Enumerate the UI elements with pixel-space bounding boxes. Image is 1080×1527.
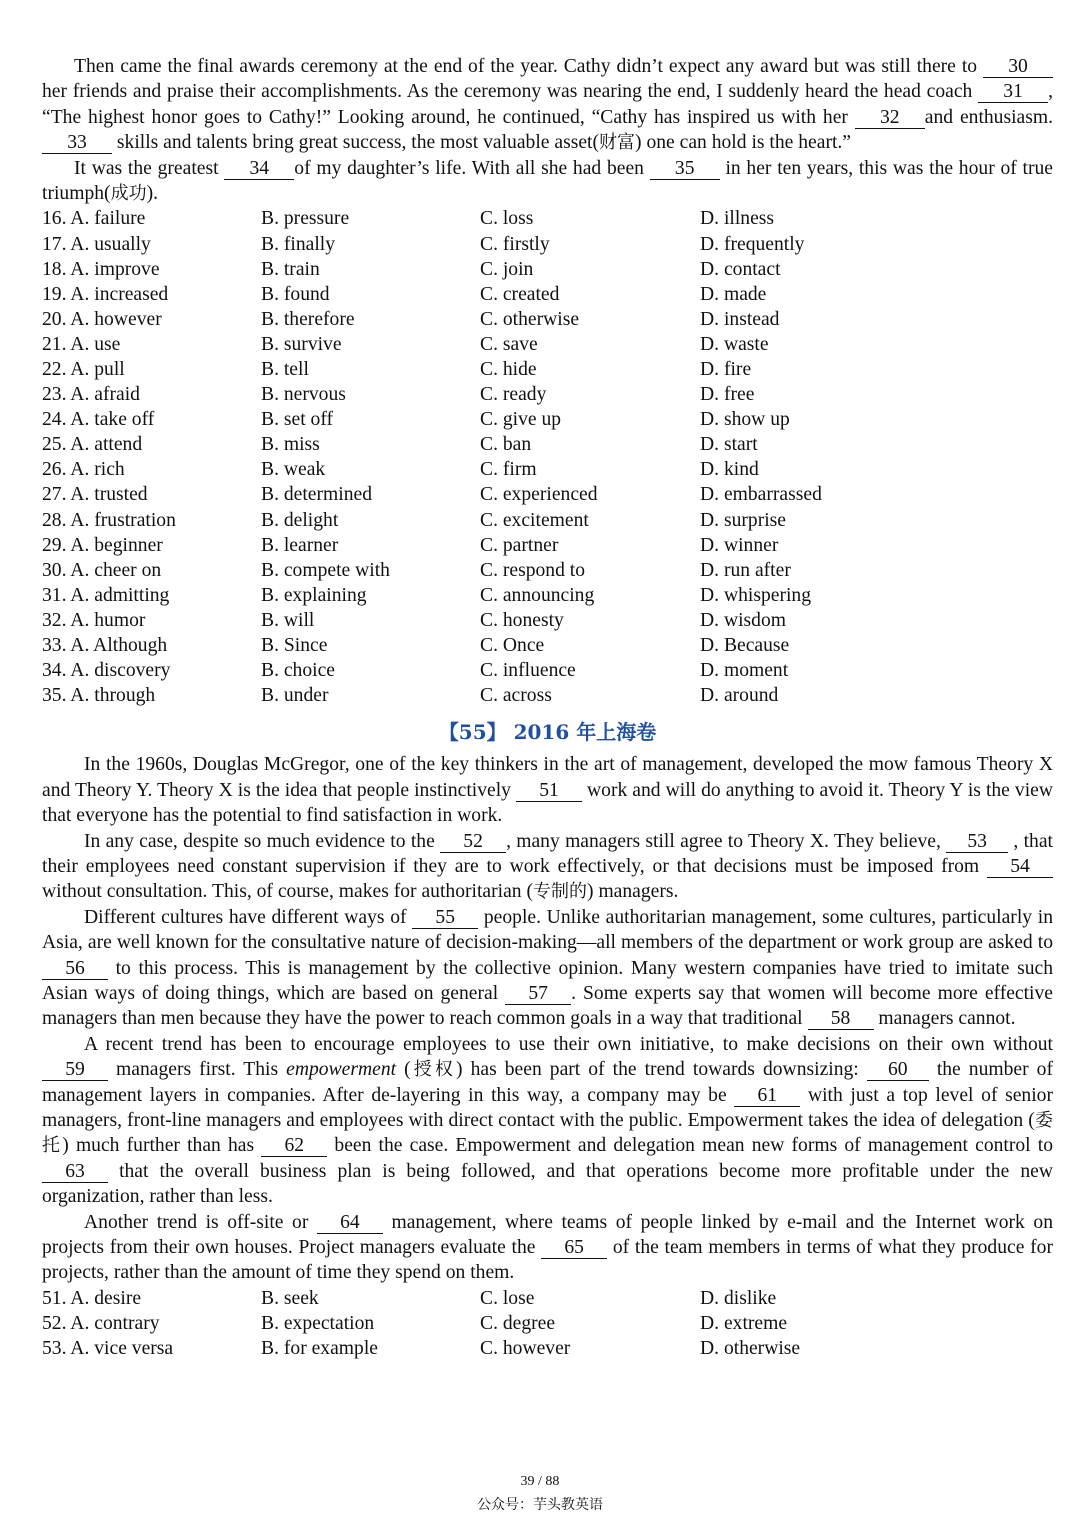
passage1-paragraph-2: It was the greatest 34 of my daughter’s life. With all she had been 35 in her ten years, this was the hour of true triumph(成功). (42, 157, 1053, 205)
blank-52: 52 (440, 831, 506, 853)
option-row: 16. A. failure B. pressure C. loss D. illness (42, 208, 775, 230)
option-row: 25. A. attend B. miss C. ban D. start (42, 434, 758, 456)
passage2-paragraph-2: In any case, despite so much evidence to the 52 , many managers still agree to Theory X. They believe, 53 , that their employees need constant supervision if they are to work effectively, or that decisions must be imposed from 54 without consultation. This, of course, makes for authoritarian (专制的) managers. (42, 830, 1053, 903)
passage2-paragraph-4: A recent trend has been to encourage employees to use their own initiative, to make decisions on their own without 59 managers first. This empowerment (授权) has been part of the trend towards downsizing: 60 the number of management layers in companies. After de-layering in this way, a company may be 61 with just a top level of senior managers, front-line managers and employees with direct contact with the public. Empowerment takes the idea of delegation (委托) much further than has 62 been the case. Empowerment and delegation mean new forms of management control to 63 that the overall business plan is being followed, and that operations become more profitable under the new organization, rather than less. (42, 1033, 1054, 1208)
blank-53: 53 (946, 831, 1008, 853)
options-list-16-35 (42, 206, 1053, 708)
blank-64: 64 (317, 1212, 383, 1234)
option-row: 31. A. admitting B. explaining C. announcing D. whispering (42, 584, 812, 606)
option-row: 21. A. use B. survive C. save D. waste (42, 333, 769, 355)
blank-30: 30 (983, 56, 1053, 78)
option-row: 52. A. contrary B. expectation C. degree D. extreme (42, 1312, 788, 1334)
page-number: 39 / 88 (520, 1474, 560, 1489)
blank-54: 54 (987, 856, 1053, 878)
passage2-paragraph-5: Another trend is off-site or 64 management, where teams of people linked by e-mail and the Internet work on projects from their own houses. Project managers evaluate the 65 of the team members in terms of what they produce for projects, rather than the amount of time they spend on them. (42, 1211, 1053, 1284)
option-row: 20. A. however B. therefore C. otherwise D. instead (42, 308, 780, 330)
option-row: 29. A. beginner B. learner C. partner D. winner (42, 534, 779, 556)
option-row: 23. A. afraid B. nervous C. ready D. free (42, 384, 755, 406)
blank-62: 62 (261, 1135, 327, 1157)
option-row: 17. A. usually B. finally C. firstly D. frequently (42, 233, 805, 255)
blank-51: 51 (516, 780, 582, 802)
option-row: 26. A. rich B. weak C. firm D. kind (42, 459, 759, 481)
option-row: 18. A. improve B. train C. join D. contact (42, 258, 781, 280)
option-row: 33. A. Although B. Since C. Once D. Because (42, 635, 790, 657)
blank-63: 63 (42, 1161, 108, 1183)
options-list-51-53 (42, 1286, 1053, 1361)
option-row: 30. A. cheer on B. compete with C. respond to D. run after (42, 559, 791, 581)
blank-56: 56 (42, 958, 108, 980)
passage1-paragraph-1: Then came the final awards ceremony at the end of the year. Cathy didn’t expect any award but was still there to 30 her friends and praise their accomplishments. As the ceremony was nearing the end, I suddenly heard the head coach 31 , “The highest honor goes to Cathy!” Looking around, he continued, “Cathy has inspired us with her 32 and enthusiasm. 33 skills and talents bring great success, the most valuable asset(财富) one can hold is the heart.” (42, 56, 1054, 154)
option-row: 27. A. trusted B. determined C. experienced D. embarrassed (42, 484, 822, 506)
blank-35: 35 (650, 158, 720, 180)
blank-55: 55 (412, 907, 478, 929)
blank-58: 58 (808, 1008, 874, 1030)
passage2-paragraph-3: Different cultures have different ways of 55 people. Unlike authoritarian management, some cultures, particularly in Asia, are well known for the consultative nature of decision-making—all members of the department or work group are asked to 56 to this process. This is management by the collective opinion. Many western companies have tried to imitate such Asian ways of doing things, which are based on general 57 . Some experts say that women will become more effective managers than men because they have the power to reach common goals in a way that traditional 58 managers cannot. (42, 906, 1053, 1030)
blank-61: 61 (734, 1085, 800, 1107)
option-row: 53. A. vice versa B. for example C. however D. otherwise (42, 1338, 801, 1360)
option-row: 32. A. humor B. will C. honesty D. wisdom (42, 609, 787, 631)
option-row: 34. A. discovery B. choice C. influence D. moment (42, 660, 789, 682)
option-row: 35. A. through B. under C. across D. around (42, 685, 779, 707)
blank-59: 59 (42, 1059, 108, 1081)
option-row: 22. A. pull B. tell C. hide D. fire (42, 359, 752, 380)
blank-34: 34 (224, 158, 294, 180)
section-title: 【55】 2016 年上海卷 (438, 720, 657, 745)
blank-31: 31 (978, 81, 1048, 103)
blank-33: 33 (42, 132, 112, 154)
option-row: 19. A. increased B. found C. created D. made (42, 283, 767, 305)
blank-32: 32 (855, 107, 925, 129)
source-credit: 公众号：芋头教英语 (477, 1497, 603, 1513)
blank-65: 65 (541, 1237, 607, 1259)
blank-60: 60 (867, 1059, 929, 1081)
option-row: 51. A. desire B. seek C. lose D. dislike (42, 1287, 777, 1309)
blank-57: 57 (505, 983, 571, 1005)
option-row: 28. A. frustration B. delight C. excitement D. surprise (42, 509, 786, 531)
passage2-paragraph-1: In the 1960s, Douglas McGregor, one of the key thinkers in the art of management, developed the mow famous Theory X and Theory Y. Theory X is the idea that people instinctively 51 work and will do anything to avoid it. Theory Y is the view that everyone has the potential to find satisfaction in work. (42, 754, 1053, 827)
option-row: 24. A. take off B. set off C. give up D. show up (42, 409, 790, 431)
document-page (42, 54, 1053, 1361)
